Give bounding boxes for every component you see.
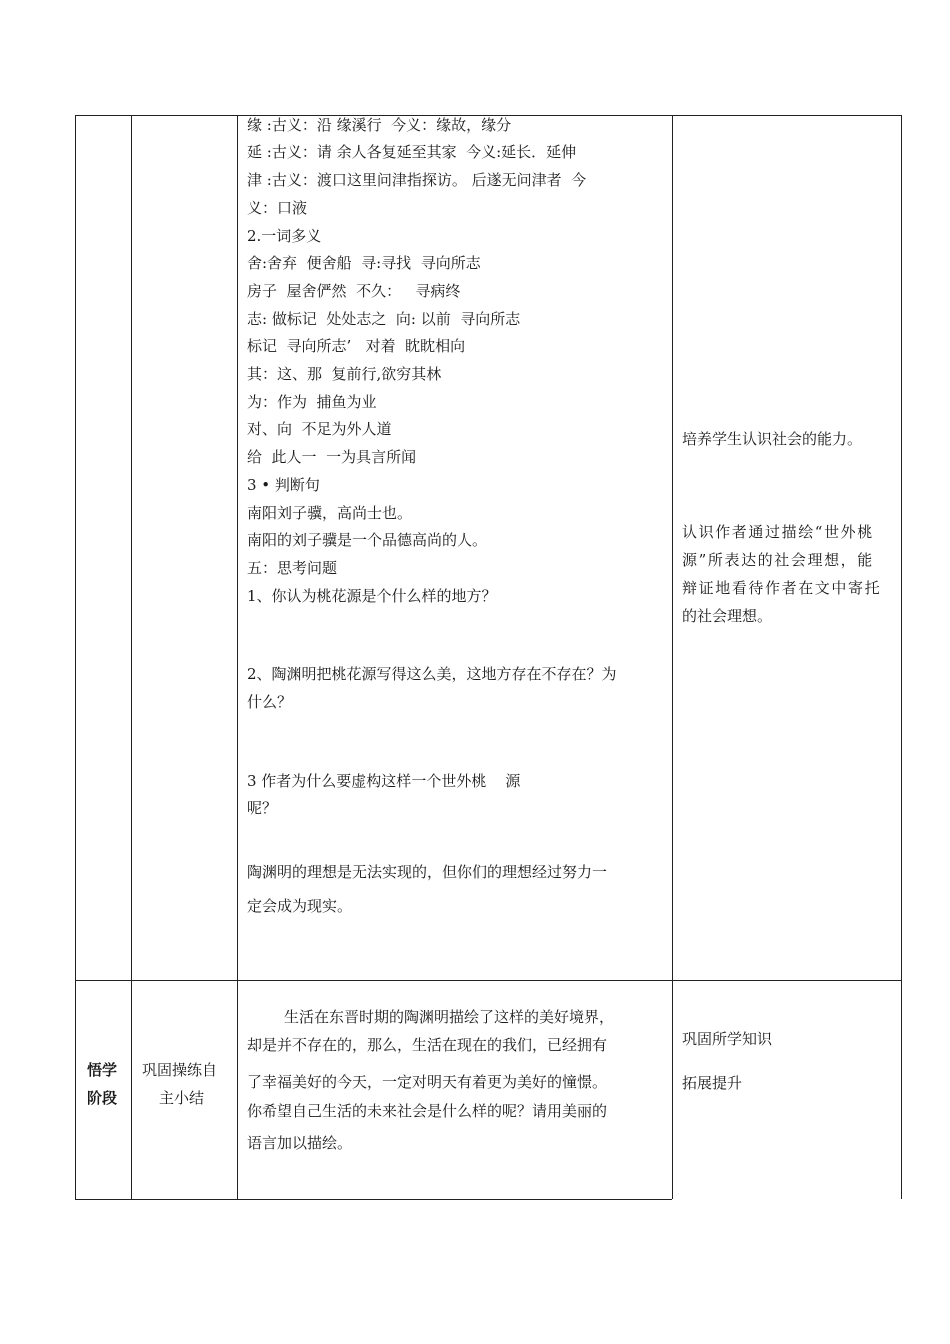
question-line: 什么？	[247, 693, 293, 711]
content-line: 其：这、那 复前行,欲穷其林	[247, 365, 442, 383]
stage-label: 悟学	[87, 1061, 118, 1079]
content-line: 志: 做标记 处处志之 向: 以前 寻向所志	[247, 310, 521, 328]
column-divider-3	[672, 115, 673, 1199]
content-line: 津 :古义：渡口这里问津指探访。 后遂无问津者 今	[247, 171, 587, 189]
content-line: 语言加以描绘。	[247, 1134, 353, 1152]
content-line: 舍:舍弃 便舍船 寻:寻找 寻向所志	[247, 254, 481, 272]
content-line: 南阳刘子骥，高尚士也。	[247, 504, 413, 522]
conclusion-line: 定会成为现实。	[247, 897, 353, 915]
content-line: 2.一词多义	[247, 227, 322, 245]
activity-label: 巩固操练自	[142, 1061, 218, 1079]
content-line: 房子 屋舍俨然 不久： 寻病终	[247, 282, 461, 300]
question-line: 呢？	[247, 799, 278, 817]
goal-line: 巩固所学知识	[682, 1030, 773, 1048]
content-line: 3 • 判断句	[247, 476, 320, 494]
activity-label: 主小结	[159, 1089, 205, 1107]
content-line: 却是并不存在的，那么，生活在现在的我们，已经拥有	[247, 1036, 608, 1054]
goal-line: 辩证地看待作者在文中寄托	[682, 579, 882, 597]
goal-line: 拓展提升	[682, 1074, 743, 1092]
table-bottom-border	[75, 1199, 672, 1200]
goal-line: 培养学生认识社会的能力。	[682, 430, 863, 448]
goal-line: 源”所表达的社会理想，能	[682, 551, 874, 569]
content-line: 了幸福美好的今天，一定对明天有着更为美好的憧憬。	[247, 1073, 608, 1091]
section-heading: 五：思考问题	[247, 559, 338, 577]
question-line: 2、陶渊明把桃花源写得这么美，这地方存在不存在？为	[247, 665, 617, 683]
column-divider-1	[131, 115, 132, 1199]
table-left-border	[75, 115, 76, 1199]
table-right-border	[901, 115, 902, 1199]
content-line: 为：作为 捕鱼为业	[247, 393, 377, 411]
goal-line: 认识作者通过描绘“世外桃	[682, 523, 874, 541]
content-line: 南阳的刘子骥是一个品德高尚的人。	[247, 531, 488, 549]
content-line: 你希望自己生活的未来社会是什么样的呢？请用美丽的	[247, 1102, 608, 1120]
question-line: 1、你认为桃花源是个什么样的地方？	[247, 587, 497, 605]
content-line: 对、向 不足为外人道	[247, 420, 392, 438]
content-line: 标记 寻向所志’ 对着 眈眈相向	[247, 337, 466, 355]
goal-line: 的社会理想。	[682, 607, 773, 625]
content-line: 生活在东晋时期的陶渊明描绘了这样的美好境界，	[284, 1008, 615, 1026]
question-line: 3 作者为什么要虚构这样一个世外桃 源	[247, 772, 521, 790]
stage-label: 阶段	[87, 1089, 118, 1107]
content-line: 义：口液	[247, 199, 308, 217]
content-line: 缘 :古义：沿 缘溪行 今义：缘故，缘分	[247, 116, 512, 134]
conclusion-line: 陶渊明的理想是无法实现的，但你们的理想经过努力一	[247, 863, 608, 881]
column-divider-2	[237, 115, 238, 1199]
content-line: 给 此人一 一为具言所闻	[247, 448, 417, 466]
row-divider	[75, 980, 901, 981]
content-line: 延 :古义：请 余人各复延至其家 今义:延长．延伸	[247, 143, 577, 161]
